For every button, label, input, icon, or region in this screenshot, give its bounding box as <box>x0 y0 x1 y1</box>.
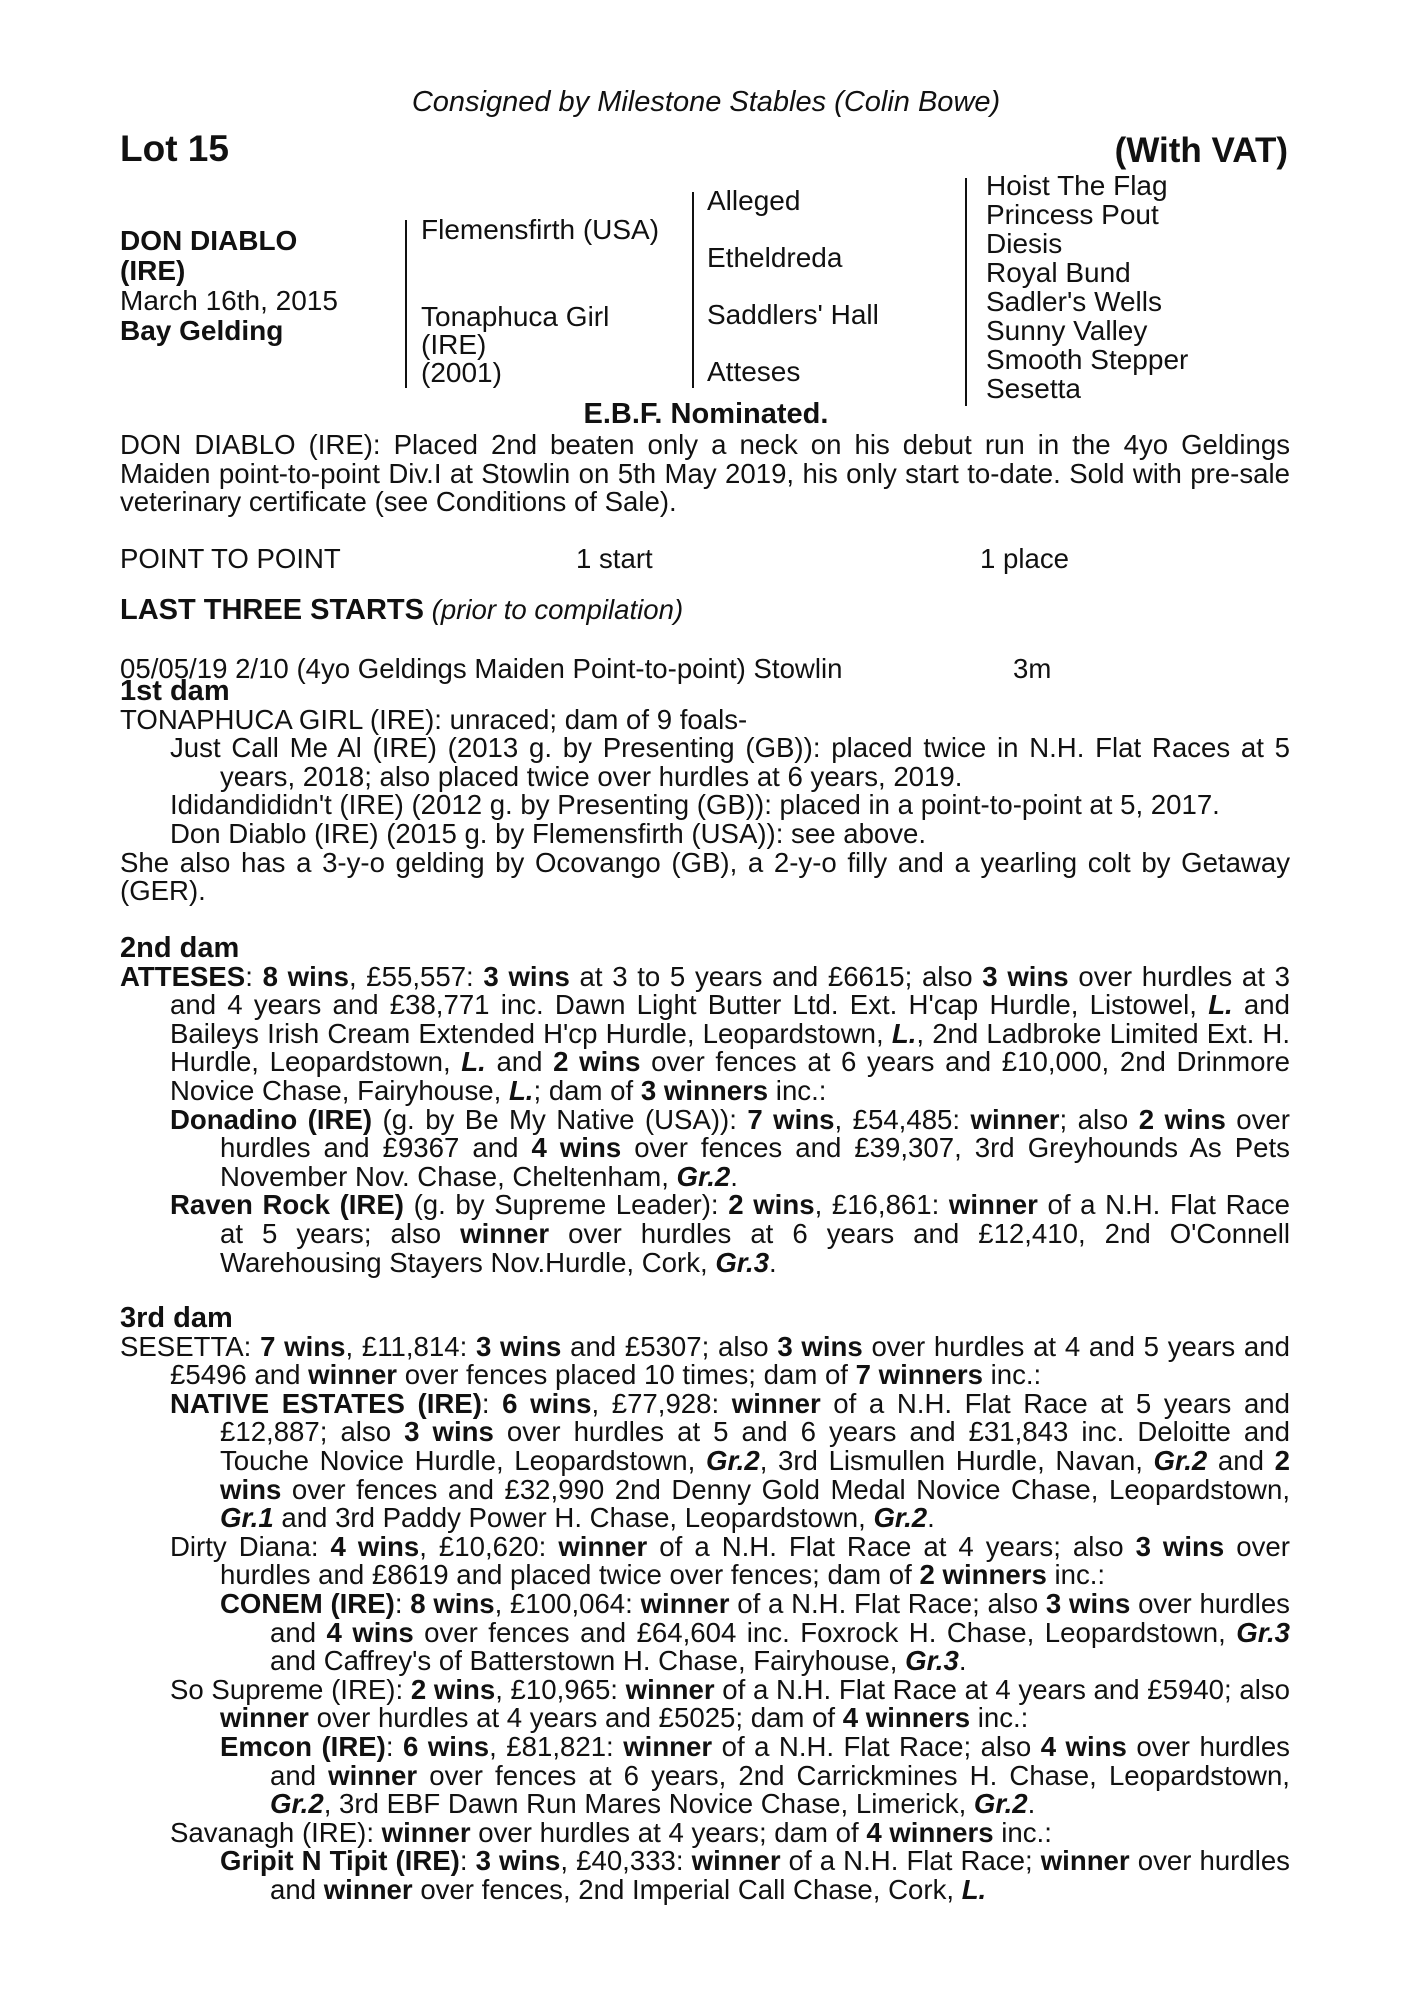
vat-note: (With VAT) <box>1114 131 1288 170</box>
pedigree-gen3-3: Diesis <box>986 228 1063 259</box>
pedigree-gen3-2: Princess Pout <box>986 199 1159 230</box>
consignor-line: Consigned by Milestone Stables (Colin Bowe) <box>411 86 1001 118</box>
pedigree-dam-country: (IRE) <box>421 329 487 360</box>
horse-country: (IRE) <box>120 255 186 286</box>
point-to-point-record <box>120 545 1290 575</box>
ebf-nomination: E.B.F. Nominated. <box>583 398 829 430</box>
horse-name: DON DIABLO <box>120 225 298 256</box>
pedigree-gen3-4: Royal Bund <box>986 257 1131 288</box>
third-dam-so-supreme: So Supreme (IRE): 2 wins, £10,965: winner of a N.H. Flat Race at 4 years and £5940; also winner over hurdles at 4 years and £5025; dam of 4 winners inc.: <box>170 1673 1290 1734</box>
pedigree-gen2-4: Atteses <box>707 356 801 387</box>
last-starts-heading <box>120 596 1290 625</box>
first-dam-intro: TONAPHUCA GIRL (IRE): unraced; dam of 9 foals- <box>120 703 748 735</box>
pedigree-gen2-3: Saddlers' Hall <box>707 299 879 330</box>
pedigree-gen3-1: Hoist The Flag <box>986 170 1168 201</box>
last-starts-note: (prior to compilation) <box>431 594 684 625</box>
second-dam-raven-rock: Raven Rock (IRE) (g. by Supreme Leader): 2 wins, £16,861: winner of a N.H. Flat Race at 5 years; also winner over hurdles at 6 years and £12,410, 2nd O'Connell Warehousing Stayers Nov.Hurdle, Cork, Gr.3. <box>170 1189 1291 1278</box>
pedigree-sire: Flemensfirth (USA) <box>421 214 660 245</box>
third-dam-conem: CONEM (IRE): 8 wins, £100,064: winner of a N.H. Flat Race; also 3 wins over hurdles and 4 wins over fences and £64,604 inc. Foxrock H. Chase, Leopardstown, Gr.3 and Caffrey's of Batterstown H. Chase, Fairyhouse, Gr.3. <box>220 1587 1290 1677</box>
horse-sex: Bay Gelding <box>120 315 284 346</box>
pedigree-gen3-5: Sadler's Wells <box>986 286 1162 317</box>
pedigree-gen3-6: Sunny Valley <box>986 315 1148 346</box>
third-dam-heading: 3rd dam <box>120 1302 233 1334</box>
pedigree-gen3-8: Sesetta <box>986 373 1081 404</box>
pedigree-gen2-1: Alleged <box>707 185 801 216</box>
last-start-distance: 3m <box>1013 653 1052 684</box>
third-dam-section <box>120 1304 1290 1904</box>
second-dam-section <box>120 934 1290 1277</box>
pedigree-dam-year: (2001) <box>421 357 502 388</box>
third-dam-sesetta: SESETTA: 7 wins, £11,814: 3 wins and £5307; also 3 wins over hurdles at 4 and 5 years and £5496 and winner over fences placed 10 times; dam of 7 winners inc.: <box>120 1330 1290 1391</box>
first-dam-foal-1: Just Call Me Al (IRE) (2013 g. by Presenting (GB)): placed twice in N.H. Flat Races at 5 years, 2018; also placed twice over hurdles at 6 years, 2019. <box>170 732 1290 792</box>
record-starts: 1 start <box>576 543 653 574</box>
last-starts-title: LAST THREE STARTS <box>120 594 424 626</box>
first-dam-heading: 1st dam <box>120 675 230 707</box>
third-dam-dirty-diana: Dirty Diana: 4 wins, £10,620: winner of a N.H. Flat Race at 4 years; also 3 wins over hurdles and £8619 and placed twice over fences; dam of 2 winners inc.: <box>170 1530 1290 1591</box>
third-dam-emcon: Emcon (IRE): 6 wins, £81,821: winner of a N.H. Flat Race; also 4 wins over hurdles and winner over fences at 6 years, 2nd Carrickmines H. Chase, Leopardstown, Gr.2, 3rd EBF Dawn Run Mares Novice Chase, Limerick, Gr.2. <box>220 1730 1290 1820</box>
second-dam-atteses: ATTESES: 8 wins, £55,557: 3 wins at 3 to 5 years and £6615; also 3 wins over hurdles at 3 and 4 years and £38,771 inc. Dawn Light Butter Ltd. Ext. H'cap Hurdle, Listowel, L. and Baileys Irish Cream Extended H'cp Hurdle, Leopardstown, L., 2nd Ladbroke Limited Ext. H. Hurdle, Leopardstown, L. and 2 wins over fences at 6 years and £10,000, 2nd Drinmore Novice Chase, Fairyhouse, L.; dam of 3 winners inc.: <box>120 960 1291 1106</box>
horse-dob: March 16th, 2015 <box>120 285 338 316</box>
third-dam-gripit-n-tipit: Gripit N Tipit (IRE): 3 wins, £40,333: winner of a N.H. Flat Race; winner over hurdles and winner over fences, 2nd Imperial Call Chase, Cork, L. <box>220 1845 1290 1905</box>
record-places: 1 place <box>980 543 1069 574</box>
lot-number: Lot 15 <box>120 128 229 169</box>
pedigree-dam: Tonaphuca Girl <box>421 301 610 332</box>
pedigree-divider-2 <box>692 192 694 388</box>
pedigree-gen2-2: Etheldreda <box>707 242 843 273</box>
pedigree-divider-3 <box>965 178 967 406</box>
pedigree-gen3-7: Smooth Stepper <box>986 344 1189 375</box>
summary-paragraph: DON DIABLO (IRE): Placed 2nd beaten only a neck on his debut run in the 4yo Geldings Maiden point-to-point Div.I at Stowlin on 5th May 2019, his only start to-date. Sold with pre-sale veterinary certificate (see Conditions of Sale). <box>120 429 1290 518</box>
first-dam-foal-3: Don Diablo (IRE) (2015 g. by Flemensfirth (USA)): see above. <box>170 817 927 849</box>
third-dam-savanagh: Savanagh (IRE): winner over hurdles at 4 years; dam of 4 winners inc.: <box>170 1816 1052 1848</box>
record-label: POINT TO POINT <box>120 543 341 574</box>
first-dam-foal-2: Ididandididn't (IRE) (2012 g. by Presenting (GB)): placed in a point-to-point at 5, 2017. <box>170 789 1220 821</box>
last-start-line: 05/05/19 2/10 (4yo Geldings Maiden Point-to-point) Stowlin <box>120 653 843 684</box>
second-dam-donadino: Donadino (IRE) (g. by Be My Native (USA)): 7 wins, £54,485: winner; also 2 wins over hurdles and £9367 and 4 wins over fences and £39,307, 3rd Greyhounds As Pets November Nov. Chase, Cheltenham, Gr.2. <box>170 1103 1290 1192</box>
horse-details <box>120 226 338 346</box>
first-dam-section <box>120 677 1290 906</box>
third-dam-native-estates: NATIVE ESTATES (IRE): 6 wins, £77,928: winner of a N.H. Flat Race at 5 years and £12,887; also 3 wins over hurdles at 5 and 6 years and £31,843 inc. Deloitte and Touche Novice Hurdle, Leopardstown, Gr.2, 3rd Lismullen Hurdle, Navan, Gr.2 and 2 wins over fences and £32,990 2nd Denny Gold Medal Novice Chase, Leopardstown, Gr.1 and 3rd Paddy Power H. Chase, Leopardstown, Gr.2. <box>170 1387 1290 1534</box>
pedigree-divider-1 <box>405 220 407 388</box>
first-dam-outro: She also has a 3-y-o gelding by Ocovango (GB), a 2-y-o filly and a yearling colt by Getaway (GER). <box>120 846 1290 907</box>
second-dam-heading: 2nd dam <box>120 932 240 964</box>
